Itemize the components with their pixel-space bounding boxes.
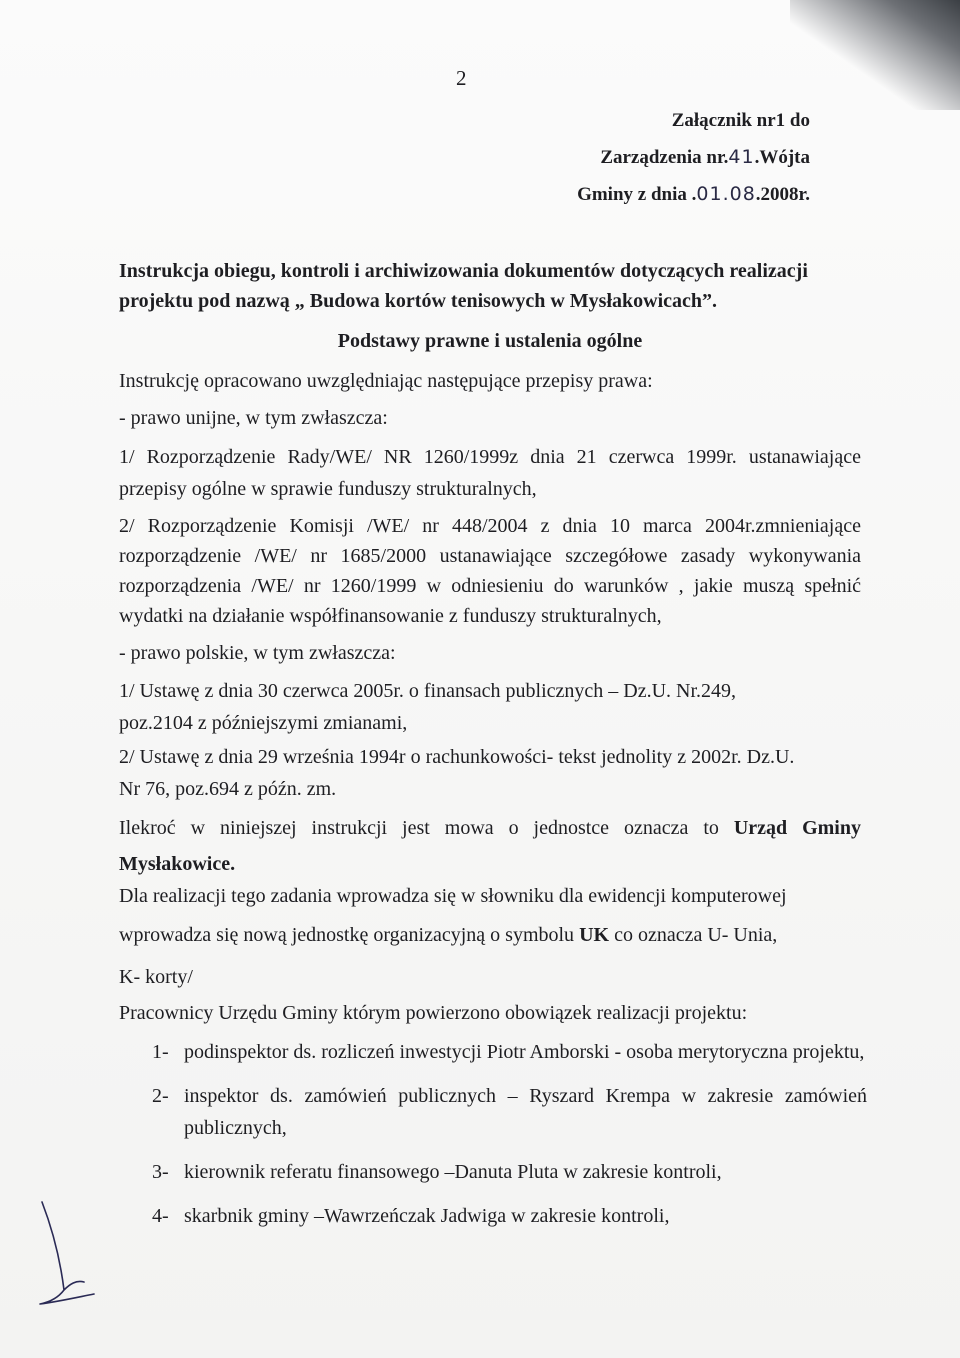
symbol-code: UK	[579, 924, 610, 946]
list-item	[152, 1200, 867, 1232]
list-item-text: kierownik referatu finansowego –Danuta Pluta w zakresie kontroli,	[184, 1161, 722, 1183]
polish-act-1-line-2: poz.2104 z późniejszymi zmianami,	[119, 712, 408, 734]
page-number: 2	[456, 66, 467, 90]
polish-act-2-line-2: Nr 76, poz.694 z późn. zm.	[119, 778, 337, 800]
polish-law-heading: - prawo polskie, w tym zwłaszcza:	[119, 642, 396, 664]
list-item-text: inspektor ds. zamówień publicznych – Ryszard Krempa w zakresie zamówień publicznych,	[184, 1085, 867, 1139]
unit-place: Mysłakowice.	[119, 853, 236, 875]
unit-definition-text: Ilekroć w niniejszej instrukcji jest mowa o jednostce oznacza to	[119, 817, 734, 839]
eu-regulation-1: 1/ Rozporządzenie Rady/WE/ NR 1260/1999z dnia 21 czerwca 1999r. ustanawiające przepisy ogólne w sprawie funduszy strukturalnych,	[119, 446, 861, 500]
polish-act-1-line-1: 1/ Ustawę z dnia 30 czerwca 2005r. o finansach publicznych – Dz.U. Nr.249,	[119, 680, 737, 702]
list-item	[152, 1156, 867, 1188]
list-item-number: 2-	[152, 1085, 169, 1107]
title-line-2: projektu pod nazwą „ Budowa kortów tenisowych w Mysłakowicach”.	[119, 290, 718, 312]
annex-line-1: Załącznik nr1 do	[671, 110, 810, 131]
annex-date-prefix: Gminy z dnia .	[577, 184, 697, 205]
list-item-number: 4-	[152, 1205, 169, 1227]
annex-order-prefix: Zarządzenia nr.	[600, 147, 729, 168]
eu-law-heading: - prawo unijne, w tym zwłaszcza:	[119, 407, 388, 429]
handwritten-initials-signature	[34, 1198, 104, 1318]
staff-intro: Pracownicy Urzędu Gminy którym powierzono obowiązek realizacji projektu:	[119, 1002, 748, 1024]
section-heading: Podstawy prawne i ustalenia ogólne	[337, 330, 643, 352]
page-corner-shadow	[790, 0, 960, 110]
polish-act-2-line-1: 2/ Ustawę z dnia 29 września 1994r o rachunkowości- tekst jednolity z 2002r. Dz.U.	[119, 746, 795, 768]
symbol-paragraph	[119, 920, 861, 950]
list-item-number: 3-	[152, 1161, 169, 1183]
handwritten-order-number: 41	[728, 146, 755, 168]
symbol-prefix: wprowadza się nową jednostkę organizacyjną o symbolu	[119, 924, 580, 946]
annex-line-2	[450, 139, 810, 176]
list-item	[152, 1036, 867, 1068]
symbol-suffix: co oznacza U- Unia,	[609, 924, 778, 946]
intro-paragraph: Instrukcję opracowano uwzględniając następujące przepisy prawa:	[119, 370, 653, 392]
title-line-1: Instrukcja obiegu, kontroli i archiwizowania dokumentów dotyczących realizacji	[119, 260, 808, 282]
realization-paragraph: Dla realizacji tego zadania wprowadza się w słowniku dla ewidencji komputerowej	[119, 885, 787, 907]
list-item-text: skarbnik gminy –Wawrzeńczak Jadwiga w zakresie kontroli,	[184, 1205, 670, 1227]
annex-line-3	[450, 176, 810, 213]
list-item-number: 1-	[152, 1041, 169, 1063]
annex-date-suffix: .2008r.	[755, 184, 810, 205]
annex-header	[450, 102, 810, 213]
list-item	[152, 1080, 867, 1144]
eu-regulation-2: 2/ Rozporządzenie Komisji /WE/ nr 448/2004 z dnia 10 marca 2004r.zmnieniające rozporządzenie /WE/ nr 1685/2000 ustanawiające szczegółowe zasady wykonywania rozporządzenia /WE/ nr 1260/1999 w odniesieniu do warunków , jakie muszą spełnić wydatki na działanie współfinansowanie z funduszy strukturalnych,	[119, 515, 861, 627]
staff-list	[152, 1036, 867, 1244]
unit-definition	[119, 810, 861, 882]
document-title	[119, 256, 861, 316]
handwritten-date: 01.08	[696, 183, 756, 205]
courts-line: K- korty/	[119, 966, 193, 988]
annex-order-suffix: .Wójta	[754, 147, 810, 168]
list-item-text: podinspektor ds. rozliczeń inwestycji Piotr Amborski - osoba merytoryczna projektu,	[184, 1041, 865, 1063]
unit-name: Urząd Gminy	[733, 817, 861, 839]
